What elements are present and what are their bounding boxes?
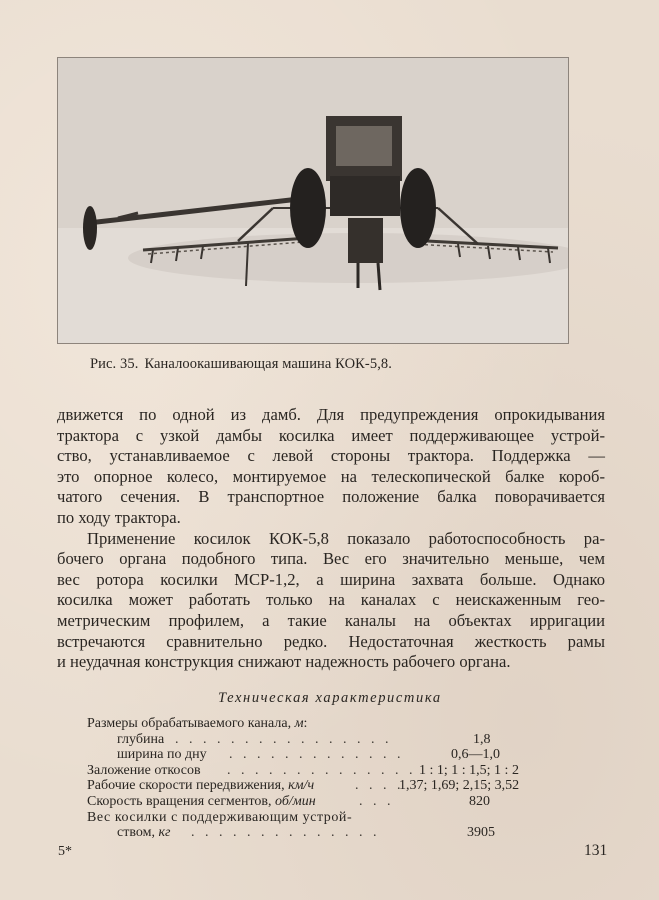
text-line: встречаются сравнительно редко. Недостаточная жесткость рамы — [57, 631, 605, 651]
page-number: 131 — [584, 842, 608, 859]
spec-value: 0,6—1,0 — [451, 747, 500, 763]
spec-row — [87, 810, 567, 826]
spec-unit: м — [294, 716, 304, 731]
figure-caption — [90, 356, 392, 373]
body-text — [57, 405, 605, 673]
text-line: и неудачная конструкция снижают надежность рабочего органа. — [57, 652, 511, 672]
spec-value: 3905 — [467, 825, 495, 841]
spec-row — [87, 825, 567, 841]
spec-name: ством, кг — [117, 825, 171, 841]
spec-unit: км/ч — [288, 778, 315, 794]
text-line: чатого сечения. В транспортное положение балка поворачивается — [57, 487, 605, 507]
spec-row — [87, 763, 567, 779]
text-line: вес ротора косилки МСР-1,2, а ширина захвата больше. Однако — [57, 569, 605, 589]
spec-name: глубина — [117, 731, 165, 747]
figure-caption-label: Рис. 35. — [90, 356, 139, 372]
spec-row — [87, 778, 567, 794]
spec-leader-dots: . . . . . . . . . . . . . . — [227, 762, 416, 778]
spec-leader-dots: . . . . . . . . . . . . . . — [191, 825, 380, 841]
spec-name: Рабочие скорости передвижения, км/ч — [87, 778, 315, 794]
text-line: по ходу трактора. — [57, 507, 181, 527]
spec-value: 1 : 1; 1 : 1,5; 1 : 2 — [419, 762, 519, 778]
spec-unit: об/мин — [275, 793, 316, 809]
spec-leader-dots: . . . . . . . . . . . . . — [229, 747, 404, 763]
text-line: движется по одной из дамб. Для предупреждения опрокидывания — [57, 405, 605, 424]
spec-leader-dots: . . . — [359, 793, 394, 809]
spec-title: Техническая характеристика — [218, 690, 442, 706]
spec-row — [87, 716, 567, 732]
figure-photo-mowing-machine — [57, 57, 569, 344]
text-line: бочего органа подобного типа. Вес его значительно меньше, чем — [57, 549, 605, 569]
text-line: ство, устанавливаемое с левой стороны трактора. Поддержка — — [57, 446, 605, 466]
spec-table — [87, 716, 567, 841]
signature-mark: 5* — [58, 844, 72, 859]
spec-value: 1,37; 1,69; 2,15; 3,52 — [399, 778, 520, 794]
spec-row — [87, 794, 567, 810]
spec-name: Скорость вращения сегментов, об/мин — [87, 793, 316, 809]
spec-unit: кг — [158, 825, 171, 841]
spec-name: Заложение откосов — [87, 762, 201, 778]
spec-row — [87, 747, 567, 763]
figure-caption-text: Каналоокашивающая машина КОК-5,8. — [144, 356, 393, 372]
text-line: косилка может работать только на каналах с неискаженным гео- — [57, 590, 605, 610]
spec-name: Размеры обрабатываемого канала, м: — [87, 716, 308, 731]
tractor-mower-illustration — [58, 58, 568, 343]
spec-row — [87, 732, 567, 748]
spec-leader-dots: . . . . — [355, 778, 404, 794]
paragraph-1 — [57, 405, 605, 529]
text-line: трактора с узкой дамбы косилка имеет поддерживающее устрой- — [57, 425, 605, 445]
text-line: Применение косилок КОК-5,8 показало работоспособность ра- — [87, 528, 605, 548]
spec-value: 1,8 — [473, 731, 491, 747]
spec-value: 820 — [469, 793, 490, 809]
paragraph-2 — [57, 529, 605, 673]
text-line: метрическим профилем, а такие каналы на объектах ирригации — [57, 610, 605, 630]
spec-name: Вес косилки с поддерживающим устрой- — [87, 809, 353, 825]
text-line: это опорное колесо, монтируемое на телескопической балке короб- — [57, 466, 605, 486]
spec-leader-dots: . . . . . . . . . . . . . . . . — [175, 731, 392, 747]
spec-name: ширина по дну — [117, 747, 207, 763]
